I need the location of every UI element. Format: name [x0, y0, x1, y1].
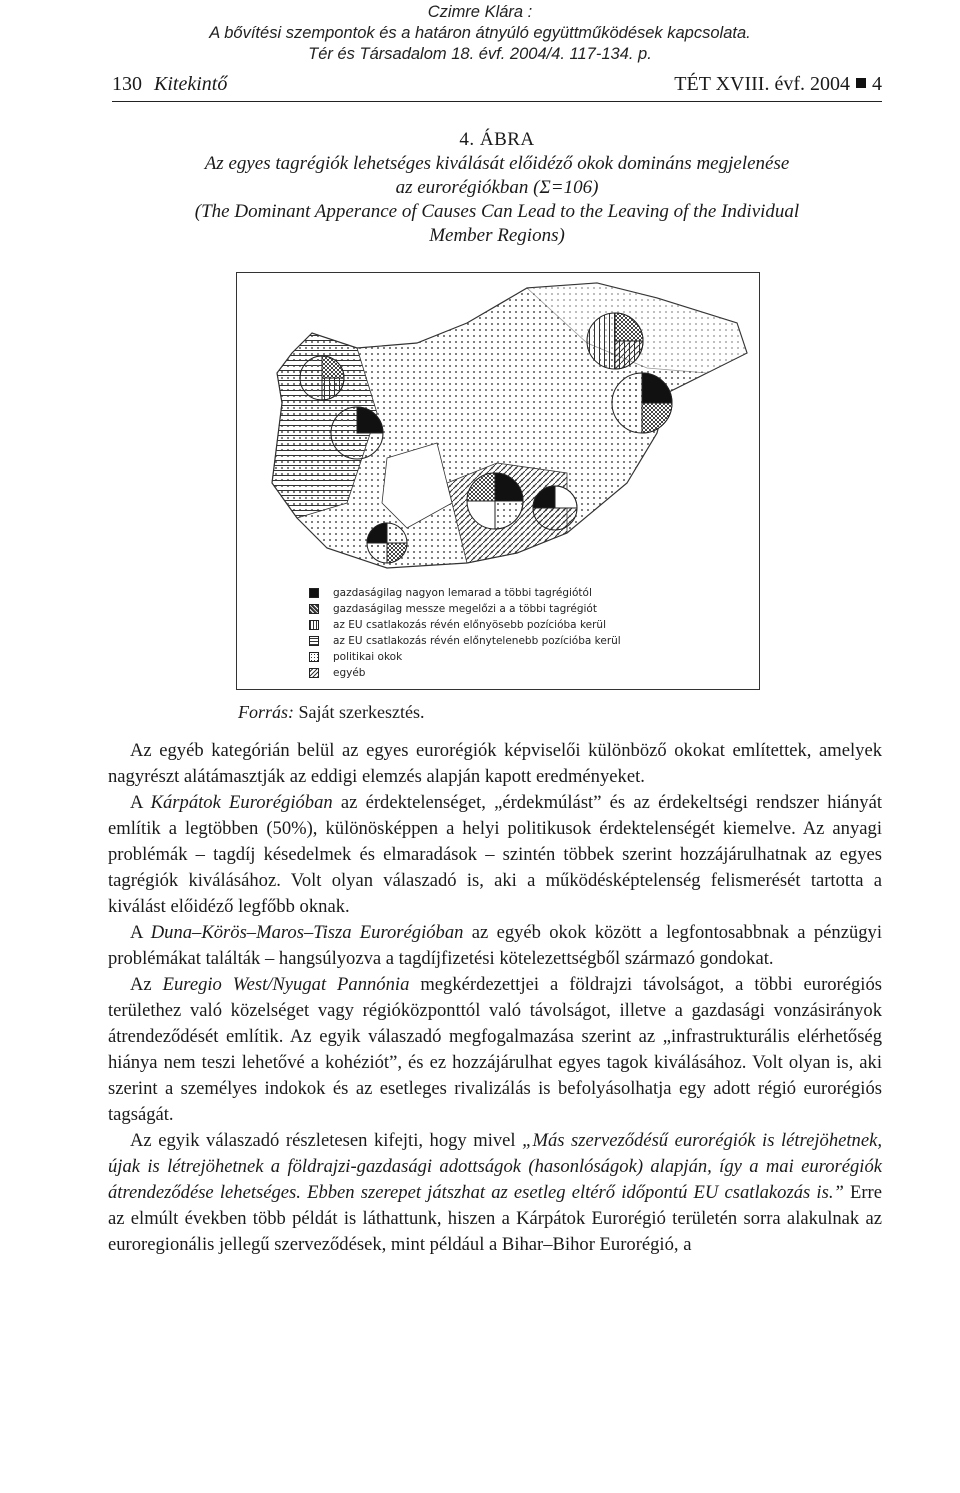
- paragraph: A Kárpátok Eurorégióban az érdektelenséget, „érdekmúlást” és az érdekeltségi rendszer hiányát említik a legtöbben (50%), különösképpen a helyi politikusok érdektelenségét kiemelve. Az anyagi problémák – tagdíj késedelmek és elmaradások – szintén többek szerint hozzájárulhatnak az egyes tagrégiók kiválásához. Volt olyan válaszadó is, aki a működésképtelenség felismerését tartotta a kiválást előidéző legfőbb oknak.: [108, 792, 882, 917]
- solid-swatch-icon: [309, 588, 319, 598]
- figure-title-hu-1: Az egyes tagrégiók lehetséges kiválását előidéző okok domináns megjelenése: [204, 153, 790, 174]
- grid-swatch-icon: [309, 604, 319, 614]
- citation-header: [0, 2, 960, 65]
- figure-caption: [112, 128, 882, 248]
- pie-chart-4: [612, 373, 672, 433]
- square-bullet-icon: [856, 78, 866, 88]
- paragraph: Az egyik válaszadó részletesen kifejti, hogy mivel „Más szerveződésű eurorégiók is létrejöhetnek, újak is létrejöhetnek a földrajzi-gazdasági adottságok (hasonlóságok) alapján, így a mai eurorégiók átrendeződése lehetséges. Ebben szerepet játszhat az esetleg eltérő időpontú EU csatlakozás is.” Erre az elmúlt években több példát is láthattunk, hiszen a Kárpátok Eurorégió területén sorra alakulnak az euroregionális jellegű szerveződések, mint például a Bihar–Bihor Eurorégió, a: [108, 1130, 882, 1255]
- figure-title-en-2: Member Regions): [429, 225, 565, 246]
- issue-number: 4: [872, 73, 882, 95]
- figure-title-hu-2: az eurorégiókban (Σ=106): [395, 177, 599, 198]
- source-label: Forrás:: [238, 702, 295, 722]
- figure-title-en-1: (The Dominant Apperance of Causes Can Lead to the Leaving of the Individual: [194, 201, 800, 222]
- horizontal-lines-swatch-icon: [309, 636, 319, 646]
- legend-item: [309, 585, 621, 601]
- figure-source: [238, 702, 424, 723]
- legend-item: [309, 649, 621, 665]
- pie-chart-6: [533, 486, 577, 530]
- citation-title: A bővítési szempontok és a határon átnyúló együttműködések kapcsolata.: [209, 24, 751, 42]
- running-head: [112, 69, 882, 102]
- legend-label: politikai okok: [333, 651, 403, 663]
- pie-chart-1: [300, 356, 344, 400]
- citation-source: Tér és Társadalom 18. évf. 2004/4. 117-134. p.: [308, 45, 652, 63]
- section-name: Kitekintő: [154, 73, 228, 95]
- page-number: 130: [112, 73, 142, 95]
- legend-label: az EU csatlakozás révén előnytelenebb pozícióba kerül: [333, 635, 621, 647]
- journal-name: TÉT XVIII. évf. 2004: [674, 73, 850, 95]
- pie-chart-5: [467, 473, 523, 529]
- legend-item: [309, 617, 621, 633]
- vertical-lines-swatch-icon: [309, 620, 319, 630]
- pie-chart-2: [331, 407, 383, 459]
- hungary-map: [237, 273, 758, 573]
- legend-item: [309, 601, 621, 617]
- map-figure: [236, 272, 760, 690]
- diagonal-lines-swatch-icon: [309, 668, 319, 678]
- map-legend: [309, 585, 621, 681]
- pie-chart-3: [587, 313, 643, 369]
- legend-label: egyéb: [333, 667, 366, 679]
- citation-author: Czimre Klára :: [427, 3, 533, 21]
- legend-label: gazdaságilag messze megelőzi a a többi tagrégiót: [333, 603, 597, 615]
- legend-label: gazdaságilag nagyon lemarad a többi tagrégiótól: [333, 587, 592, 599]
- pie-chart-7: [367, 523, 407, 563]
- body-text: [108, 738, 882, 1258]
- source-text: Saját szerkesztés.: [298, 702, 425, 722]
- legend-item: [309, 665, 621, 681]
- paragraph: Az egyéb kategórián belül az egyes eurorégiók képviselői különböző okokat említettek, amelyek nagyrészt alátámasztják az eddigi elemzés alapján kapott eredményeket.: [108, 740, 882, 787]
- paragraph: Az Euregio West/Nyugat Pannónia megkérdezettjei a földrajzi távolságot, a többi eurorégiós területhez való közelséget vagy régióközponttól való távolságot, illetve a gazdasági vonzásirányok átrendeződését említik. Az egyik válaszadó megfogalmazása szerint az „infrastrukturális elérhetőség hiánya nem teszi lehetővé a kohéziót”, és ez hozzájárulhat egyes tagok kiválásához. Volt olyan is, aki szerint a személyes indokok és az esetleges rivalizálás is befolyásolhatja egy adott régió eurorégiós tagságát.: [108, 974, 882, 1125]
- legend-item: [309, 633, 621, 649]
- legend-label: az EU csatlakozás révén előnyösebb pozícióba kerül: [333, 619, 606, 631]
- paragraph: A Duna–Körös–Maros–Tisza Eurorégióban az egyéb okok között a legfontosabbnak a pénzügyi problémákat találták – hangsúlyozva a tagdíjfizetési kötelezettségből származó gondokat.: [108, 922, 882, 969]
- figure-number: 4. ÁBRA: [459, 129, 535, 150]
- dots-swatch-icon: [309, 652, 319, 662]
